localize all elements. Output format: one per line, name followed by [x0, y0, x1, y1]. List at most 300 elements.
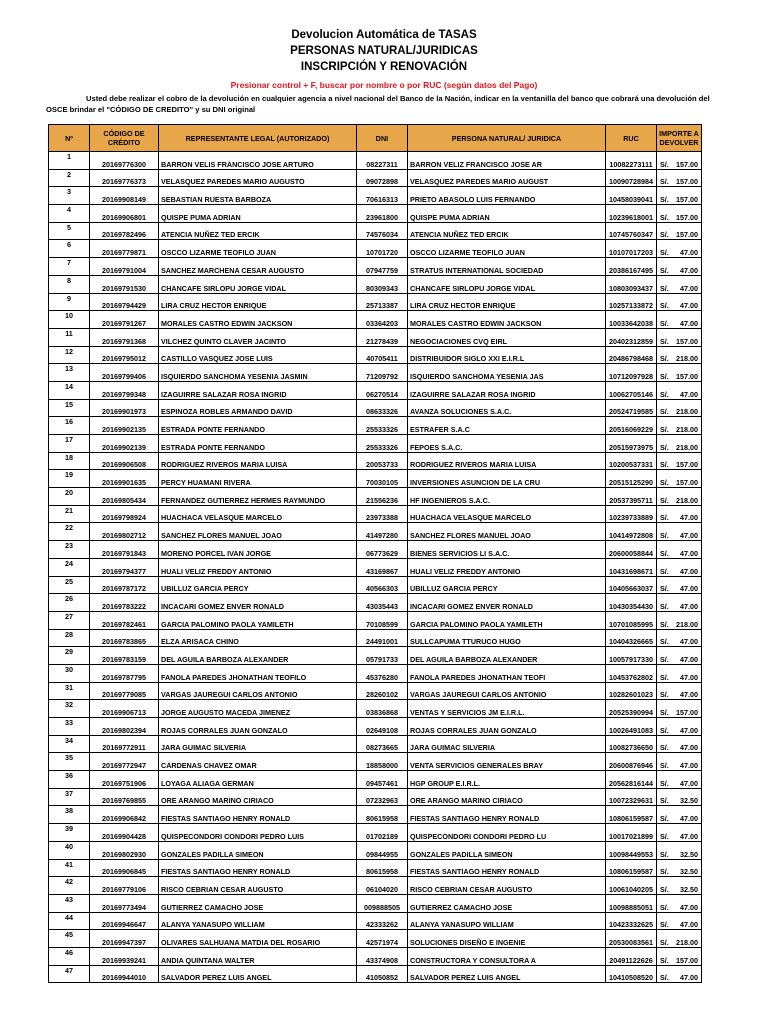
refund-amount: 47.00: [680, 389, 698, 399]
dni-cell: 08633326: [357, 399, 408, 417]
currency-symbol: S/.: [660, 601, 669, 611]
credit-code-cell: 20169772947: [90, 753, 159, 771]
person-name-cell: FEPOES S.A.C.: [408, 435, 606, 453]
column-header-dni: DNI: [357, 125, 408, 152]
legal-representative-cell: RISCO CEBRIAN CESAR AUGUSTO: [159, 877, 357, 895]
refund-amount: 47.00: [680, 672, 698, 682]
ruc-cell: 20600058844: [606, 541, 657, 559]
legal-representative-cell: RODRIGUEZ RIVEROS MARIA LUISA: [159, 452, 357, 470]
refund-amount-cell: [657, 611, 702, 629]
credit-code-cell: 20169802712: [90, 523, 159, 541]
currency-symbol: S/.: [660, 584, 669, 594]
person-name-cell: SALVADOR PEREZ LUIS ANGEL: [408, 965, 606, 983]
credit-code-cell: 20169798924: [90, 505, 159, 523]
ruc-cell: 20537395711: [606, 488, 657, 506]
currency-symbol: S/.: [660, 973, 669, 983]
dni-cell: 06270514: [357, 381, 408, 399]
row-number-cell: 19: [49, 470, 90, 488]
refund-amount-cell: [657, 647, 702, 665]
legal-representative-cell: VARGAS JAUREGUI CARLOS ANTONIO: [159, 682, 357, 700]
refund-amount-cell: [657, 700, 702, 718]
ruc-cell: 20516069229: [606, 417, 657, 435]
table-row: [49, 187, 702, 205]
legal-representative-cell: SANCHEZ FLORES MANUEL JOAO: [159, 523, 357, 541]
legal-representative-cell: IZAGUIRRE SALAZAR ROSA INGRID: [159, 381, 357, 399]
currency-symbol: S/.: [660, 672, 669, 682]
table-row: [49, 629, 702, 647]
credit-code-cell: 20169773494: [90, 894, 159, 912]
credit-code-cell: 20169939241: [90, 947, 159, 965]
table-row: [49, 788, 702, 806]
table-row: [49, 399, 702, 417]
table-row: [49, 169, 702, 187]
credit-code-cell: 20169751906: [90, 771, 159, 789]
refund-amount-cell: [657, 558, 702, 576]
refund-amount: 47.00: [680, 920, 698, 930]
ruc-cell: 10107017203: [606, 240, 657, 258]
ruc-cell: 10431698671: [606, 558, 657, 576]
dni-cell: 21278439: [357, 328, 408, 346]
currency-symbol: S/.: [660, 814, 669, 824]
ruc-cell: 10257133872: [606, 293, 657, 311]
currency-symbol: S/.: [660, 354, 669, 364]
dni-cell: 43035443: [357, 594, 408, 612]
credit-code-cell: 20169782461: [90, 611, 159, 629]
dni-cell: 08273665: [357, 735, 408, 753]
refund-amount: 47.00: [680, 584, 698, 594]
credit-code-cell: 20169795012: [90, 346, 159, 364]
currency-symbol: S/.: [660, 513, 669, 523]
currency-symbol: S/.: [660, 566, 669, 576]
ruc-cell: 20515125290: [606, 470, 657, 488]
refund-amount-cell: [657, 435, 702, 453]
refund-amount: 47.00: [680, 814, 698, 824]
legal-representative-cell: CHANCAFE SIRLOPU JORGE VIDAL: [159, 275, 357, 293]
row-number-cell: 46: [49, 947, 90, 965]
refund-amount: 47.00: [680, 601, 698, 611]
row-number-cell: 20: [49, 488, 90, 506]
row-number-cell: 17: [49, 435, 90, 453]
ruc-cell: 10239618001: [606, 205, 657, 223]
credit-code-cell: 20169791368: [90, 328, 159, 346]
ruc-cell: 10458039041: [606, 187, 657, 205]
refund-amount-cell: [657, 824, 702, 842]
currency-symbol: S/.: [660, 301, 669, 311]
person-name-cell: GONZALES PADILLA SIMEON: [408, 841, 606, 859]
row-number-cell: 37: [49, 788, 90, 806]
row-number-cell: 15: [49, 399, 90, 417]
ruc-cell: 20562816144: [606, 771, 657, 789]
refund-amount: 47.00: [680, 973, 698, 983]
currency-symbol: S/.: [660, 195, 669, 205]
refund-amount-cell: [657, 965, 702, 983]
legal-representative-cell: ESPINOZA ROBLES ARMANDO DAVID: [159, 399, 357, 417]
table-row: [49, 311, 702, 329]
legal-representative-cell: FIESTAS SANTIAGO HENRY RONALD: [159, 806, 357, 824]
person-name-cell: INVERSIONES ASUNCION DE LA CRU: [408, 470, 606, 488]
table-row: [49, 700, 702, 718]
ruc-cell: 10806159587: [606, 859, 657, 877]
legal-representative-cell: QUISPECONDORI CONDORI PEDRO LUIS: [159, 824, 357, 842]
refund-amount-cell: [657, 894, 702, 912]
table-row: [49, 718, 702, 736]
refund-amount-cell: [657, 187, 702, 205]
row-number-cell: 44: [49, 912, 90, 930]
ruc-cell: 20525390994: [606, 700, 657, 718]
credit-code-cell: 20169904428: [90, 824, 159, 842]
ruc-cell: 10745760347: [606, 222, 657, 240]
refund-amount: 157.00: [676, 478, 698, 488]
person-name-cell: CHANCAFE SIRLOPU JORGE VIDAL: [408, 275, 606, 293]
dni-cell: 42571974: [357, 930, 408, 948]
row-number-cell: 27: [49, 611, 90, 629]
person-name-cell: NEGOCIACIONES CVQ EIRL: [408, 328, 606, 346]
table-row: [49, 841, 702, 859]
row-number-cell: 1: [49, 152, 90, 170]
row-number-cell: 45: [49, 930, 90, 948]
currency-symbol: S/.: [660, 796, 669, 806]
row-number-cell: 10: [49, 311, 90, 329]
refund-amount-cell: [657, 841, 702, 859]
refund-amount: 32.50: [680, 867, 698, 877]
table-row: [49, 417, 702, 435]
legal-representative-cell: PERCY HUAMANI RIVERA: [159, 470, 357, 488]
dni-cell: 09457461: [357, 771, 408, 789]
table-row: [49, 470, 702, 488]
currency-symbol: S/.: [660, 230, 669, 240]
table-row: [49, 611, 702, 629]
credit-code-cell: 20169802394: [90, 718, 159, 736]
credit-code-cell: 20169779085: [90, 682, 159, 700]
person-name-cell: PRIETO ABASOLO LUIS FERNANDO: [408, 187, 606, 205]
credit-code-cell: 20169779106: [90, 877, 159, 895]
dni-cell: 70030105: [357, 470, 408, 488]
currency-symbol: S/.: [660, 849, 669, 859]
ruc-cell: 10414972808: [606, 523, 657, 541]
table-row: [49, 558, 702, 576]
dni-cell: 10701720: [357, 240, 408, 258]
refund-amount: 32.50: [680, 884, 698, 894]
refund-amount: 157.00: [676, 195, 698, 205]
legal-representative-cell: JORGE AUGUSTO MACEDA JIMENEZ: [159, 700, 357, 718]
dni-cell: 09072898: [357, 169, 408, 187]
refund-amount: 47.00: [680, 831, 698, 841]
dni-cell: 07232963: [357, 788, 408, 806]
dni-cell: 08227311: [357, 152, 408, 170]
dni-cell: 25533326: [357, 417, 408, 435]
currency-symbol: S/.: [660, 690, 669, 700]
ruc-cell: 10057917330: [606, 647, 657, 665]
table-row: [49, 240, 702, 258]
person-name-cell: HUALI VELIZ FREDDY ANTONIO: [408, 558, 606, 576]
refund-amount-cell: [657, 417, 702, 435]
refund-amount-cell: [657, 912, 702, 930]
dni-cell: 70108599: [357, 611, 408, 629]
legal-representative-cell: SEBASTIAN RUESTA BARBOZA: [159, 187, 357, 205]
table-row: [49, 877, 702, 895]
person-name-cell: STRATUS INTERNATIONAL SOCIEDAD: [408, 258, 606, 276]
row-number-cell: 7: [49, 258, 90, 276]
table-row: [49, 152, 702, 170]
refund-amount: 157.00: [676, 230, 698, 240]
ruc-cell: 10072329631: [606, 788, 657, 806]
dni-cell: 71209792: [357, 364, 408, 382]
legal-representative-cell: ESTRADA PONTE FERNANDO: [159, 417, 357, 435]
person-name-cell: VARGAS JAUREGUI CARLOS ANTONIO: [408, 682, 606, 700]
row-number-cell: 31: [49, 682, 90, 700]
refund-amount-cell: [657, 682, 702, 700]
row-number-cell: 9: [49, 293, 90, 311]
credit-code-cell: 20169947397: [90, 930, 159, 948]
ruc-cell: 10017021899: [606, 824, 657, 842]
row-number-cell: 47: [49, 965, 90, 983]
credit-code-cell: 20169791267: [90, 311, 159, 329]
credit-code-cell: 20169906713: [90, 700, 159, 718]
currency-symbol: S/.: [660, 778, 669, 788]
table-row: [49, 258, 702, 276]
ruc-cell: 10803093437: [606, 275, 657, 293]
legal-representative-cell: GUTIERREZ CAMACHO JOSE: [159, 894, 357, 912]
row-number-cell: 18: [49, 452, 90, 470]
legal-representative-cell: INCACARI GOMEZ ENVER RONALD: [159, 594, 357, 612]
currency-symbol: S/.: [660, 867, 669, 877]
row-number-cell: 36: [49, 771, 90, 789]
refund-amount-cell: [657, 594, 702, 612]
ruc-cell: 20386167495: [606, 258, 657, 276]
refund-amount-cell: [657, 452, 702, 470]
dni-cell: 80309343: [357, 275, 408, 293]
ruc-cell: 10200537331: [606, 452, 657, 470]
refund-amount: 47.00: [680, 690, 698, 700]
currency-symbol: S/.: [660, 654, 669, 664]
legal-representative-cell: FERNANDEZ GUTIERREZ HERMES RAYMUNDO: [159, 488, 357, 506]
refund-amount: 47.00: [680, 301, 698, 311]
dni-cell: 06773629: [357, 541, 408, 559]
refund-amount: 47.00: [680, 248, 698, 258]
dni-cell: 43169867: [357, 558, 408, 576]
refund-amount: 157.00: [676, 336, 698, 346]
person-name-cell: SULLCAPUMA TTURUCO HUGO: [408, 629, 606, 647]
credit-code-cell: 20169783865: [90, 629, 159, 647]
row-number-cell: 22: [49, 523, 90, 541]
refund-amount-cell: [657, 523, 702, 541]
refund-amount-cell: [657, 664, 702, 682]
credit-code-cell: 20169787795: [90, 664, 159, 682]
refund-amount: 47.00: [680, 761, 698, 771]
column-header-legal-representative: REPRESENTANTE LEGAL (AUTORIZADO): [159, 125, 357, 152]
row-number-cell: 13: [49, 364, 90, 382]
refund-amount: 47.00: [680, 654, 698, 664]
refund-amount: 218.00: [676, 619, 698, 629]
currency-symbol: S/.: [660, 425, 669, 434]
ruc-cell: 10061040205: [606, 877, 657, 895]
row-number-cell: 40: [49, 841, 90, 859]
column-header-ruc: RUC: [606, 125, 657, 152]
refund-amount-cell: [657, 470, 702, 488]
currency-symbol: S/.: [660, 336, 669, 346]
refund-amount-cell: [657, 788, 702, 806]
row-number-cell: 11: [49, 328, 90, 346]
credit-code-cell: 20169772911: [90, 735, 159, 753]
ruc-cell: 10026491083: [606, 718, 657, 736]
table-row: [49, 735, 702, 753]
refund-amount: 157.00: [676, 708, 698, 717]
legal-representative-cell: HUACHACA VELASQUE MARCELO: [159, 505, 357, 523]
refund-amount: 32.50: [680, 849, 698, 859]
credit-code-cell: 20169794429: [90, 293, 159, 311]
legal-representative-cell: VILCHEZ QUINTO CLAVER JACINTO: [159, 328, 357, 346]
ruc-cell: 20600876946: [606, 753, 657, 771]
person-name-cell: QUISPECONDORI CONDORI PEDRO LU: [408, 824, 606, 842]
ruc-cell: 10423332625: [606, 912, 657, 930]
person-name-cell: LIRA CRUZ HECTOR ENRIQUE: [408, 293, 606, 311]
row-number-cell: 42: [49, 877, 90, 895]
dni-cell: 03364203: [357, 311, 408, 329]
refund-amount-cell: [657, 947, 702, 965]
ruc-cell: 10405663037: [606, 576, 657, 594]
refund-amount: 47.00: [680, 778, 698, 788]
table-row: [49, 505, 702, 523]
dni-cell: 40705411: [357, 346, 408, 364]
table-row: [49, 222, 702, 240]
legal-representative-cell: GARCIA PALOMINO PAOLA YAMILETH: [159, 611, 357, 629]
row-number-cell: 6: [49, 240, 90, 258]
column-header-number: Nº: [49, 125, 90, 152]
table-row: [49, 771, 702, 789]
currency-symbol: S/.: [660, 920, 669, 930]
credit-code-cell: 20169902139: [90, 435, 159, 453]
refund-amount-cell: [657, 488, 702, 506]
legal-representative-cell: CASTILLO VASQUEZ JOSE LUIS: [159, 346, 357, 364]
currency-symbol: S/.: [660, 884, 669, 894]
refund-amount-cell: [657, 505, 702, 523]
row-number-cell: 29: [49, 647, 90, 665]
currency-symbol: S/.: [660, 619, 669, 629]
table-row: [49, 894, 702, 912]
person-name-cell: HF INGENIEROS S.A.C.: [408, 488, 606, 506]
currency-symbol: S/.: [660, 460, 669, 470]
row-number-cell: 24: [49, 558, 90, 576]
row-number-cell: 21: [49, 505, 90, 523]
row-number-cell: 39: [49, 824, 90, 842]
row-number-cell: 23: [49, 541, 90, 559]
legal-representative-cell: ATENCIA NUÑEZ TED ERCIK: [159, 222, 357, 240]
refund-amount: 47.00: [680, 743, 698, 753]
refund-amount: 218.00: [676, 407, 698, 417]
refund-amount: 157.00: [676, 955, 698, 965]
table-row: [49, 328, 702, 346]
row-number-cell: 41: [49, 859, 90, 877]
credit-code-cell: 20169791004: [90, 258, 159, 276]
row-number-cell: 3: [49, 187, 90, 205]
refund-amount-cell: [657, 364, 702, 382]
currency-symbol: S/.: [660, 548, 669, 558]
legal-representative-cell: DEL AGUILA BARBOZA ALEXANDER: [159, 647, 357, 665]
person-name-cell: ORE ARANGO MARINO CIRIACO: [408, 788, 606, 806]
dni-cell: 02649108: [357, 718, 408, 736]
dni-cell: 09844955: [357, 841, 408, 859]
ruc-cell: 10453762802: [606, 664, 657, 682]
dni-cell: 05791733: [357, 647, 408, 665]
dni-cell: 74576034: [357, 222, 408, 240]
dni-cell: 41497280: [357, 523, 408, 541]
credit-code-cell: 20169799348: [90, 381, 159, 399]
credit-code-cell: 20169908149: [90, 187, 159, 205]
refund-amount: 157.00: [676, 371, 698, 381]
legal-representative-cell: ROJAS CORRALES JUAN GONZALO: [159, 718, 357, 736]
person-name-cell: SOLUCIONES DISEÑO E INGENIE: [408, 930, 606, 948]
refund-amount: 157.00: [676, 212, 698, 222]
dni-cell: 18858000: [357, 753, 408, 771]
table-row: [49, 275, 702, 293]
credit-code-cell: 20169901973: [90, 399, 159, 417]
currency-symbol: S/.: [660, 708, 669, 717]
refund-amount-cell: [657, 381, 702, 399]
table-row: [49, 824, 702, 842]
row-number-cell: 2: [49, 169, 90, 187]
refund-amount: 47.00: [680, 637, 698, 647]
dni-cell: 43374908: [357, 947, 408, 965]
refund-amount-cell: [657, 169, 702, 187]
table-row: [49, 435, 702, 453]
ruc-cell: 10239733889: [606, 505, 657, 523]
row-number-cell: 16: [49, 417, 90, 435]
legal-representative-cell: BARRON VELIS FRANCISCO JOSE ARTURO: [159, 152, 357, 170]
legal-representative-cell: MORENO PORCEL IVAN JORGE: [159, 541, 357, 559]
row-number-cell: 34: [49, 735, 90, 753]
table-row: [49, 682, 702, 700]
table-row: [49, 753, 702, 771]
refund-amount: 47.00: [680, 725, 698, 735]
credit-code-cell: 20169794377: [90, 558, 159, 576]
legal-representative-cell: ESTRADA PONTE FERNANDO: [159, 435, 357, 453]
refund-amount-cell: [657, 753, 702, 771]
credit-code-cell: 20169805434: [90, 488, 159, 506]
table-row: [49, 930, 702, 948]
legal-representative-cell: FANOLA PAREDES JHONATHAN TEOFILO: [159, 664, 357, 682]
dni-cell: 28260102: [357, 682, 408, 700]
refund-amount-cell: [657, 311, 702, 329]
dni-cell: 23973388: [357, 505, 408, 523]
refund-amount-cell: [657, 293, 702, 311]
refund-table: [48, 124, 702, 983]
person-name-cell: FANOLA PAREDES JHONATHAN TEOFI: [408, 664, 606, 682]
person-name-cell: FIESTAS SANTIAGO HENRY RONALD: [408, 806, 606, 824]
table-row: [49, 576, 702, 594]
table-row: [49, 452, 702, 470]
legal-representative-cell: LOYAGA ALIAGA GERMAN: [159, 771, 357, 789]
refund-amount: 47.00: [680, 513, 698, 523]
table-row: [49, 806, 702, 824]
table-row: [49, 912, 702, 930]
table-row: [49, 541, 702, 559]
person-name-cell: ESTRAFER S.A.C: [408, 417, 606, 435]
person-name-cell: HUACHACA VELASQUE MARCELO: [408, 505, 606, 523]
currency-symbol: S/.: [660, 177, 669, 187]
row-number-cell: 14: [49, 381, 90, 399]
person-name-cell: MORALES CASTRO EDWIN JACKSON: [408, 311, 606, 329]
person-name-cell: VELASQUEZ PAREDES MARIO AUGUST: [408, 169, 606, 187]
currency-symbol: S/.: [660, 407, 669, 417]
payment-note: Usted debe realizar el cobro de la devolución en cualquier agencia a nivel nacional del Banco de la Nación, indicar en la ventanilla del banco que cobrará una devolución del OSCE brindar el "CÓDIGO DE CREDITO" y su DNI original: [46, 94, 710, 114]
ruc-cell: 10082273111: [606, 152, 657, 170]
currency-symbol: S/.: [660, 283, 669, 293]
dni-cell: 06104020: [357, 877, 408, 895]
dni-cell: 23961800: [357, 205, 408, 223]
ruc-cell: 20491122626: [606, 947, 657, 965]
refund-amount: 47.00: [680, 902, 698, 912]
row-number-cell: 35: [49, 753, 90, 771]
